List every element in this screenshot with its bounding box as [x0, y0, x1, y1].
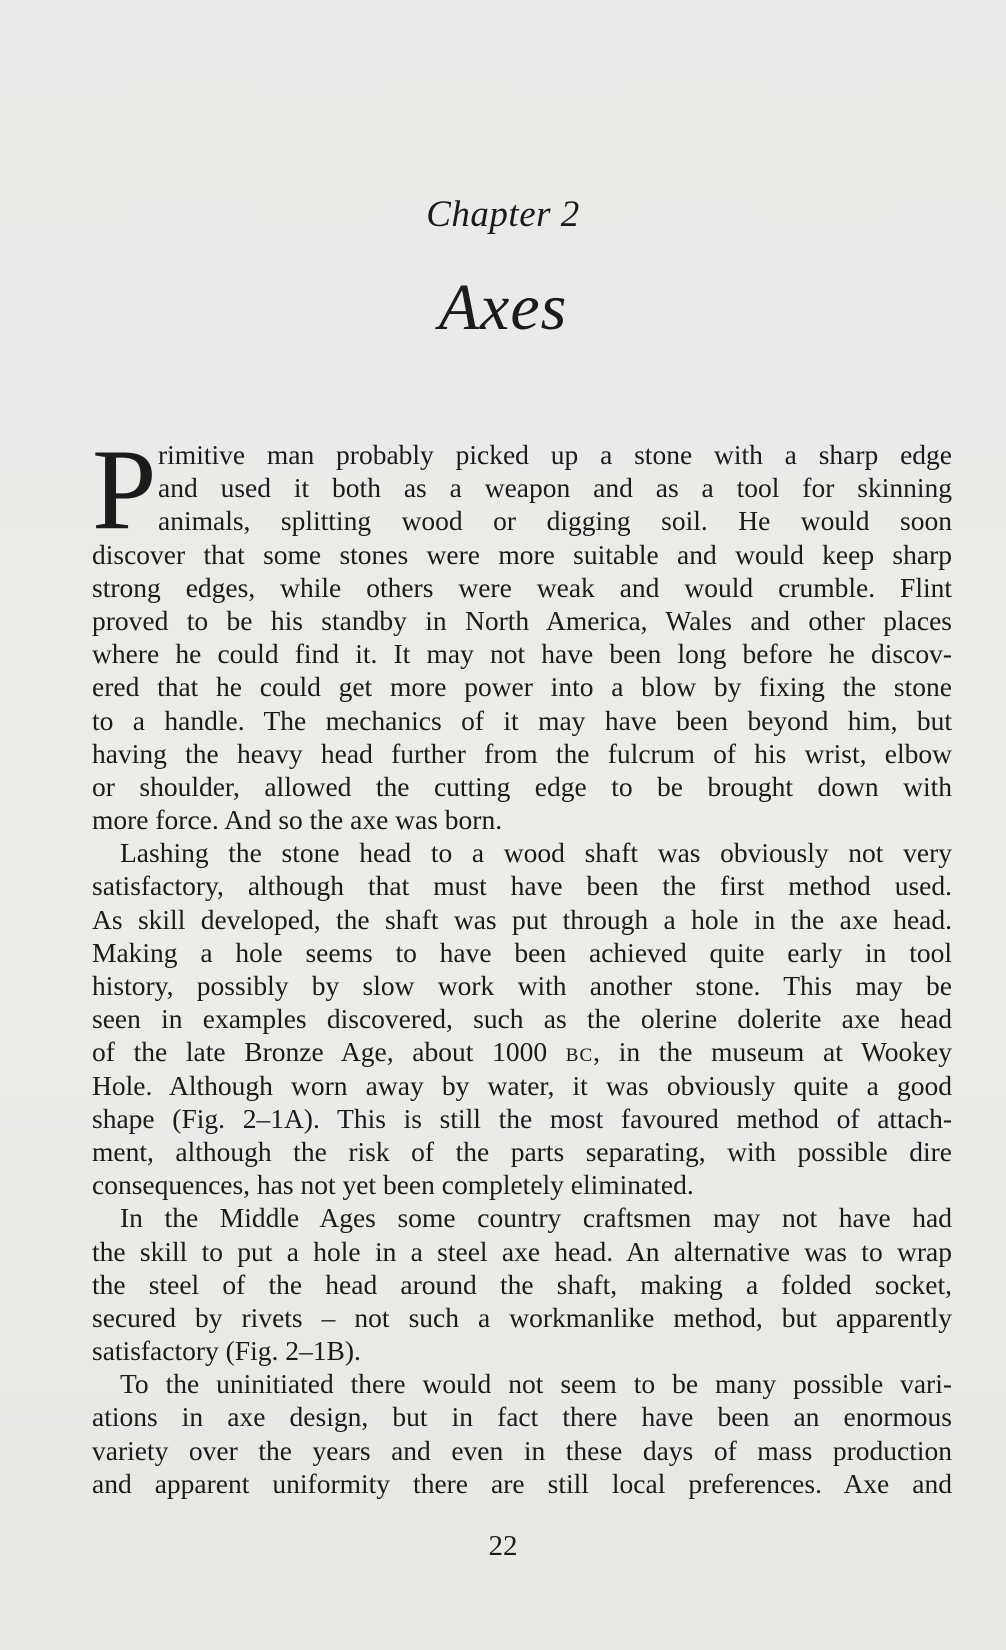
- text-line: seen in examples discovered, such as the olerine dolerite axe head: [92, 1003, 952, 1035]
- text-line: secured by rivets – not such a workmanlike method, but apparently: [92, 1301, 952, 1333]
- text-line: or shoulder, allowed the cutting edge to be brought down with: [92, 770, 952, 802]
- text-line: the steel of the head around the shaft, making a folded socket,: [92, 1268, 952, 1300]
- text-line: and used it both as a weapon and as a tool for skinning: [158, 472, 952, 504]
- text-line: ment, although the risk of the parts separating, with possible dire: [92, 1135, 952, 1167]
- page-number: 22: [488, 1530, 518, 1562]
- text-line: to a handle. The mechanics of it may have been beyond him, but: [92, 704, 952, 736]
- body-text: [92, 426, 952, 1500]
- text-line: satisfactory, although that must have been the first method used.: [92, 870, 952, 902]
- text-line: proved to be his standby in North America, Wales and other places: [92, 604, 952, 636]
- text-line: strong edges, while others were weak and would crumble. Flint: [92, 571, 952, 603]
- text-line: more force. And so the axe was born.: [92, 804, 503, 836]
- text-line: discover that some stones were more suitable and would keep sharp: [92, 538, 952, 570]
- text-line: shape (Fig. 2–1A). This is still the most favoured method of attach-: [92, 1102, 952, 1134]
- text-line: [92, 1035, 952, 1068]
- text-line: having the heavy head further from the fulcrum of his wrist, elbow: [92, 737, 952, 769]
- text-line: history, possibly by slow work with another stone. This may be: [92, 970, 952, 1001]
- chapter-title: Axes: [438, 271, 568, 344]
- text-line: ations in axe design, but in fact there have been an enormous: [92, 1401, 952, 1433]
- text-line: satisfactory (Fig. 2–1B).: [92, 1335, 361, 1367]
- drop-cap: P: [92, 426, 157, 554]
- text-line: the skill to put a hole in a steel axe head. An alternative was to wrap: [92, 1235, 952, 1267]
- text-line: consequences, has not yet been completely eliminated.: [92, 1169, 694, 1201]
- text-line: and apparent uniformity there are still local preferences. Axe and: [92, 1467, 952, 1499]
- era-abbreviation: BC: [565, 1045, 594, 1067]
- text-line: rimitive man probably picked up a stone with a sharp edge: [158, 439, 952, 470]
- text-line: Hole. Although worn away by water, it was obviously quite a good: [92, 1069, 952, 1101]
- text-line: animals, splitting wood or digging soil. He would soon: [158, 505, 952, 537]
- text-line: In the Middle Ages some country craftsmen may not have had: [120, 1202, 952, 1234]
- text-line: ered that he could get more power into a blow by fixing the stone: [92, 671, 952, 703]
- chapter-label: Chapter 2: [426, 194, 580, 235]
- text-segment: of the late Bronze Age, about 1000: [92, 1036, 548, 1068]
- text-line: Lashing the stone head to a wood shaft was obviously not very: [120, 837, 952, 869]
- text-line: Making a hole seems to have been achieved quite early in tool: [92, 936, 952, 968]
- text-segment: , in the museum at Wookey: [593, 1036, 952, 1068]
- text-line: As skill developed, the shaft was put through a hole in the axe head.: [92, 903, 952, 935]
- text-line: variety over the years and even in these days of mass production: [92, 1434, 952, 1466]
- text-line: To the uninitiated there would not seem to be many possible vari-: [120, 1368, 952, 1400]
- text-line: where he could find it. It may not have been long before he discov-: [92, 638, 952, 670]
